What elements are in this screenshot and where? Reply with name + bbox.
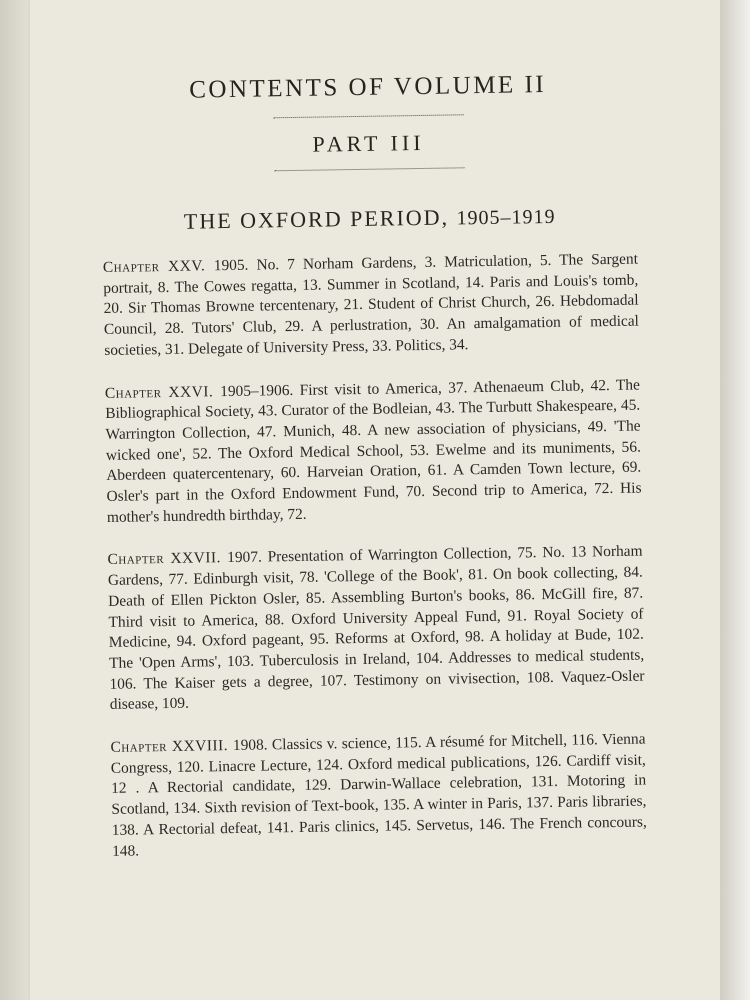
chapter-heading: Chapter XXVIII. xyxy=(110,737,234,756)
chapter-entry-xxviii xyxy=(110,730,647,863)
divider-top xyxy=(273,114,463,118)
chapter-entry-xxvi xyxy=(105,375,642,528)
part-title: PART III xyxy=(312,129,425,157)
period-years: 1905–1919 xyxy=(456,205,556,230)
chapter-entries: 1908. Classics v. science, 115. A résumé for Mitchell, 116. Vienna Congress, 120. Linacre Lecture, 124. Oxford medical publications, 126. Cardiff visit, 12 . A Rectorial candidate, 129. Darwin-Wallace celebration, 131. Motoring in Scotland, 134. Sixth revision of Text-book, 135. A winter in Paris, 137. Paris libraries, 138. A Rectorial defeat, 141. Paris clinics, 145. Servetus, 146. The French concours, 148. xyxy=(110,730,647,860)
book-page xyxy=(30,0,720,1000)
page-edge xyxy=(720,0,750,1000)
chapter-entries: 1905. No. 7 Norham Gardens, 3. Matriculation, 5. The Sargent portrait, 8. The Cowes regatta, 13. Summer in Scotland, 14. Paris and Louis's tomb, 20. Sir Thomas Browne tercentenary, 21. Student of Christ Church, 26. Hebdomadal Council, 28. Tutors' Club, 29. A perlustration, 30. An amalgamation of medical societies, 31. Delegate of University Press, 33. Politics, 34. xyxy=(103,250,640,359)
chapter-heading: Chapter XXVI. xyxy=(104,382,221,402)
chapter-entries: 1905–1906. First visit to America, 37. Athenaeum Club, 42. The Bibliographical Society, 43. Curator of the Bodleian, 43. The Turbutt Shakespeare, 45. Warrington Collection, 47. Munich, 48. A new association of physicians, 49. 'The wicked one', 52. The Oxford Medical School, 53. Ewelme and its muniments, 56. Aberdeen quatercentenary, 60. Harveian Oration, 61. A Camden Town lecture, 69. Osler's part in the Oxford Endowment Fund, 70. Second trip to America, 72. His mother's hundredth birthday, 72. xyxy=(105,376,642,526)
book-gutter xyxy=(0,0,30,1000)
chapter-entries: 1907. Presentation of Warrington Collection, 75. No. 13 Norham Gardens, 77. Edinburgh visit, 78. 'College of the Book', 81. On book collecting, 84. Death of Ellen Pickton Osler, 85. Assembling Burton's books, 86. McGill fire, 87. Third visit to America, 88. Oxford University Appeal Fund, 91. Royal Society of Medicine, 94. Oxford pageant, 95. Reforms at Oxford, 98. A holiday at Bude, 102. The 'Open Arms', 103. Tuberculosis in Ireland, 104. Addresses to medical students, 106. The Kaiser gets a degree, 107. Testimony on vivisection, 108. Vaquez-Osler disease, 109. xyxy=(107,542,645,714)
period-heading xyxy=(102,202,637,236)
chapter-entry-xxv xyxy=(103,250,640,362)
contents-block xyxy=(100,70,648,885)
volume-title: CONTENTS OF VOLUME II xyxy=(189,70,547,104)
chapter-entry-xxvii xyxy=(107,542,645,716)
chapter-heading: Chapter XXV. xyxy=(102,257,214,276)
divider-bottom xyxy=(274,167,464,171)
period-name: THE OXFORD PERIOD, xyxy=(183,204,450,234)
chapter-heading: Chapter XXVII. xyxy=(107,549,228,569)
